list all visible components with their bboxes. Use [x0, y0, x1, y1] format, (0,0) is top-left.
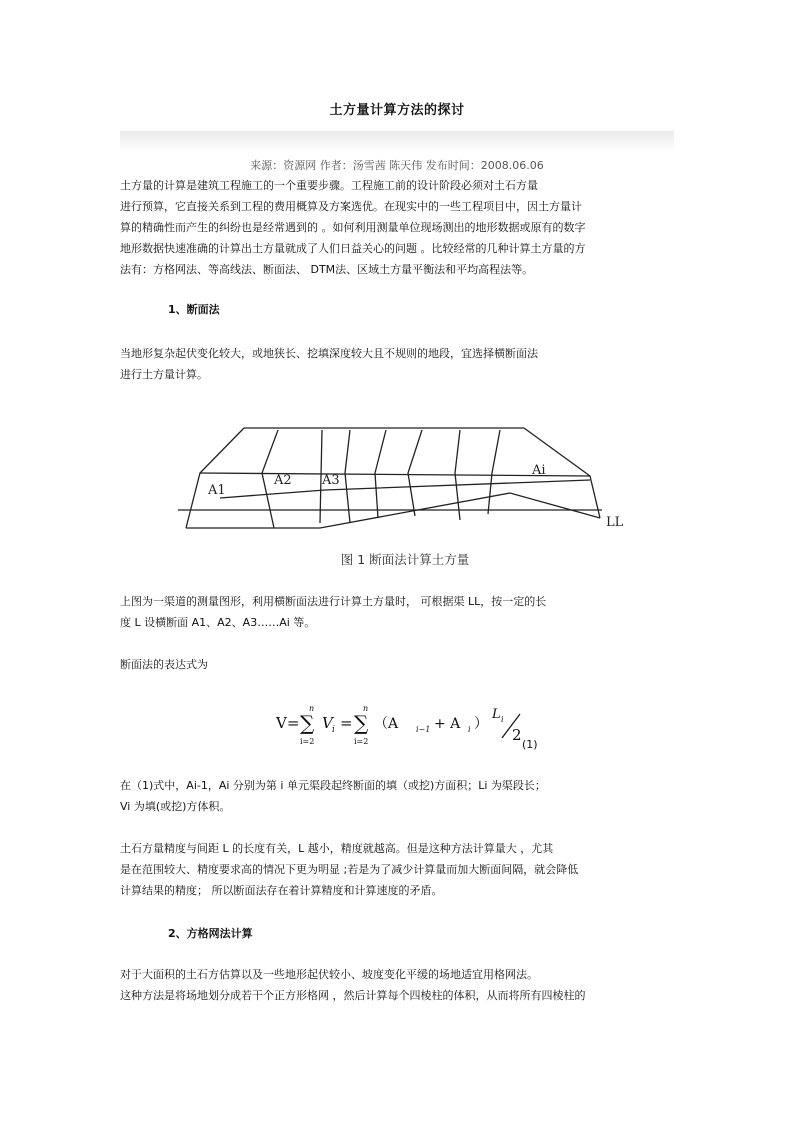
section1-paragraph-3: 断面法的表达式为 — [120, 658, 208, 671]
document-title: 土方量计算方法的探讨 — [329, 103, 465, 118]
left-slope-line — [186, 428, 244, 528]
sum-symbol-2: ∑ — [354, 711, 369, 735]
formula-plus-a: + A — [434, 716, 461, 732]
formula-v: V= — [276, 714, 300, 732]
volume-formula — [276, 700, 546, 756]
intro-paragraph: 土方量的计算是建筑工程施工的一个重要步骤。工程施工前的设计阶段必须对土石方量 进行预算，它直接关系到工程的费用概算及方案选优。在现实中的一些工程项目中，因土方量计 算的精确性而产生的纠纷也是经常遇到的 。如何利用测量单位现场测出的地形数据或原有的数字 地形数据快速准确的计算出土方量就成了人们日益关心的问题 。比较经常的几种计算土方量的方 法有：方格网法、等高线法、断面法、 DTM法、区域土方量平衡法和平均高程法等。 — [120, 179, 586, 276]
section1-paragraph-4: 在（1)式中，Ai-1，Ai 分别为第 i 单元渠段起终断面的填（或挖)方面积；Li 为渠段长； Vi 为填(或挖)方体积。 — [120, 779, 546, 813]
formula-l: L — [492, 707, 501, 722]
formula-sub-i: i — [468, 725, 471, 734]
label-ai: Ai — [532, 463, 546, 478]
section2-heading: 2、方格网法计算 — [168, 927, 253, 940]
section2-paragraph-1: 对于大面积的土石方估算以及一些地形起伏较小、坡度变化平缓的场地适宜用格网法。 这种方法是将场地划分成若干个正方形格网 ，然后计算每个四棱柱的体积，从而将所有四棱柱的 — [120, 968, 586, 1002]
figure-caption: 图 1 断面法计算土方量 — [340, 552, 470, 567]
formula-svg — [276, 700, 546, 756]
label-ll: LL — [606, 515, 624, 530]
section-5-line — [408, 430, 422, 516]
formula-sub-prev: i−1 — [416, 725, 431, 734]
formula-equals: = — [340, 714, 353, 732]
sum-symbol-1: ∑ — [300, 711, 315, 735]
cross-section-diagram — [170, 418, 640, 578]
label-a1: A1 — [208, 483, 226, 498]
formula-vi: V — [322, 714, 333, 732]
equation-number: (1) — [522, 738, 538, 751]
cross-section-figure — [170, 418, 640, 578]
formula-vi-sub: i — [332, 725, 335, 735]
label-a2: A2 — [274, 473, 292, 488]
sum2-bottom: i=2 — [354, 737, 369, 746]
formula-paren-a: （A — [374, 716, 399, 732]
formula-l-sub: i — [501, 715, 504, 724]
section1-paragraph-5: 土石方量精度与间距 L 的长度有关，L 越小，精度就越高。但是这种方法计算量大 ，尤其 是在范围较大、精度要求高的情况下更为明显 ;若是为了减少计算量而加大断面间隔，就会降低 计算结果的精度； 所以断面法存在着计算精度和计算速度的矛盾。 — [120, 842, 579, 897]
section1-paragraph-2: 上图为一渠道的测量图形，利用横断面法进行计算土方量时， 可根据渠 LL，按一定的长 度 L 设横断面 A1、A2、A3……Ai 等。 — [120, 595, 547, 629]
title-divider — [120, 131, 674, 153]
sum1-bottom: i=2 — [300, 737, 315, 746]
sum2-top: n — [363, 704, 369, 713]
label-a3: A3 — [322, 473, 340, 488]
section-ai-line — [488, 430, 500, 514]
sum1-top: n — [309, 704, 315, 713]
article-meta: 来源：资源网 作者：汤雪茜 陈天伟 发布时间：2008.06.06 — [250, 159, 544, 172]
section1-paragraph-1: 当地形复杂起伏变化较大，或地狭长、挖填深度较大且不规则的地段，宜选择横断面法 进行土方量计算。 — [120, 347, 538, 381]
formula-half: 2 — [512, 726, 522, 744]
section-a3-line — [345, 430, 350, 523]
formula-close: ） — [474, 716, 488, 732]
section1-heading: 1、断面法 — [168, 303, 220, 316]
